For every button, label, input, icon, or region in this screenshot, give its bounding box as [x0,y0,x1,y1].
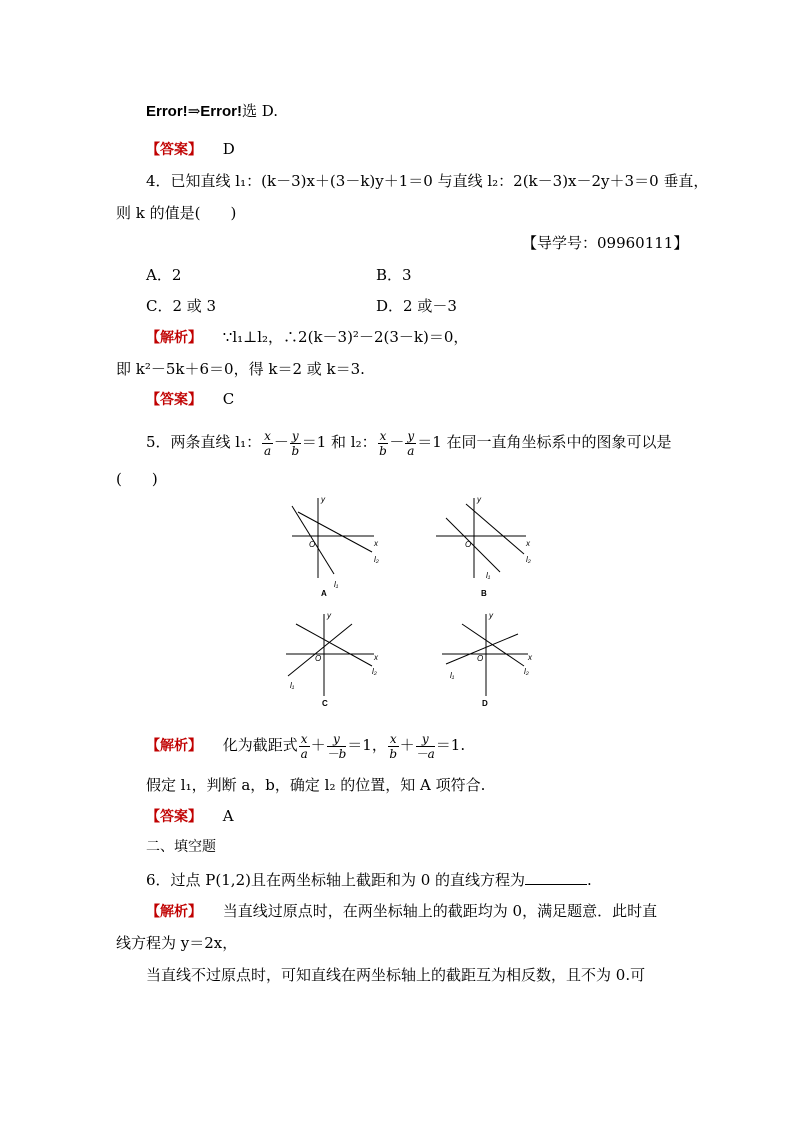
q4-guide-number: 【导学号：09960111】 [522,234,689,252]
q4-analysis-line2: 即 k²－5k＋6＝0，得 k＝2 或 k＝3. [116,360,365,378]
graph-c-x-label: x [374,653,378,662]
graph-c-l2-label: l₂ [372,667,377,676]
q4-answer: C [222,390,235,408]
graph-a-y-label: y [321,495,325,504]
frac-y-over-a: $\frac{y}{a}$ [407,428,415,458]
q5-analysis-eq-1: ＝1， [347,736,387,754]
q6-analysis-line2: 线方程为 y＝2x， [116,934,238,952]
graph-a-l1-label: l₁ [334,580,339,589]
graph-d-line-l2 [462,624,524,666]
q5-analysis-eq-2: ＝1. [435,736,466,754]
q4-analysis-line1 [146,328,468,347]
graph-b-origin: O [465,540,472,549]
frac-x-over-b: $\frac{x}{b}$ [389,731,398,761]
q5-stem-line1: 5．两条直线 l₁： $\frac{x}{a}$ － $\frac{y}{b}$ ＝1 和 l₂： $\frac{x}{b}$ － $\frac{y}{a}$ ＝1 在同一直角坐标系中的图象可以是 [146,428,672,458]
frac-x-over-b: $\frac{x}{b}$ [379,428,387,458]
intro-line [146,102,278,121]
q5-stem-prefix: 5．两条直线 l₁： [146,433,262,451]
section-title: 二、填空题 [146,839,216,855]
q4-option-a: A．2 [146,266,182,284]
graph-c-caption: C [322,699,328,708]
answer-tag: 【答案】 [146,392,202,408]
frac-y-over-neg-b: $\frac{y}{-b}$ [326,731,347,761]
graph-b [436,495,531,598]
implies-arrow: ⇒ [187,102,201,120]
graph-b-caption: B [481,589,487,598]
graph-a-caption: A [321,589,327,598]
graph-b-y-label: y [477,495,481,504]
analysis-tag: 【解析】 [146,330,202,346]
q6-stem-suffix: . [587,871,592,889]
q4-analysis-text: ∵l₁⊥l₂，∴2(k－3)²－2(3－k)＝0， [222,328,469,346]
q3-answer: D [222,140,235,158]
q6-analysis-text: 当直线过原点时，在两坐标轴上的截距均为 0，满足题意．此时直 [222,902,658,920]
error-text-2: Error! [200,103,242,120]
q6-analysis-line3: 当直线不过原点时，可知直线在两坐标轴上的截距互为相反数，且不为 0.可 [146,966,646,984]
graph-c-l1-label: l₁ [290,681,295,690]
q3-answer-line [146,140,235,159]
graph-d-origin: O [477,654,484,663]
answer-tag: 【答案】 [146,142,202,158]
q4-stem-line1: 4．已知直线 l₁：(k－3)x＋(3－k)y＋1＝0 与直线 l₂：2(k－3)x－2y＋3＝0 垂直， [146,172,709,190]
q6-answer-blank [525,870,587,885]
graph-d-l2-label: l₂ [524,667,529,676]
frac-x-over-a: $\frac{x}{a}$ [300,731,308,761]
q4-answer-line [146,390,234,409]
graph-c [286,611,379,708]
intro-tail: 选 D. [241,102,278,120]
graph-c-origin: O [315,654,322,663]
graph-a [292,495,379,598]
q5-analysis-line2: 假定 l₁，判断 a，b，确定 l₂ 的位置，知 A 项符合. [146,776,486,794]
q4-stem-line2: 则 k 的值是( ) [116,204,237,222]
q6-stem-prefix: 6．过点 P(1,2)且在两坐标轴上截距和为 0 的直线方程为 [146,871,526,889]
q5-stem-line2: ( ) [116,470,158,488]
q5-answer: A [222,807,234,825]
graph-d-y-label: y [489,611,493,620]
q5-stem-suffix: 在同一直角坐标系中的图象可以是 [446,433,672,451]
q5-eq-right-1: ＝1 [301,433,327,451]
frac-x-over-a: $\frac{x}{a}$ [263,428,272,458]
q4-option-b: B．3 [376,266,412,284]
graph-a-origin: O [309,540,316,549]
q6-stem [146,870,592,889]
frac-y-over-b: $\frac{y}{b}$ [291,428,300,458]
q5-analysis-text: 化为截距式 [222,736,298,754]
graph-d [442,611,533,708]
q4-option-c: C．2 或 3 [146,297,217,315]
graph-d-x-label: x [528,653,532,662]
q4-option-d: D．2 或－3 [376,297,457,315]
graph-a-l2-label: l₂ [374,555,379,564]
graph-c-y-label: y [327,611,331,620]
q5-eq-right-2: ＝1 [417,433,442,451]
graph-b-x-label: x [526,539,530,548]
graph-a-x-label: x [374,539,378,548]
analysis-tag: 【解析】 [146,738,202,754]
analysis-tag: 【解析】 [146,904,202,920]
graph-d-l1-label: l₁ [450,671,455,680]
q5-answer-line [146,807,234,826]
error-text-1: Error! [146,103,188,120]
q6-analysis-line1 [146,902,657,921]
q5-analysis-line1: 【解析】 化为截距式 $\frac{x}{a}$ ＋ $\frac{y}{-b}$ ＝1， $\frac{x}{b}$ ＋ $\frac{y}{-a}$ ＝1. [146,731,466,761]
graph-d-caption: D [482,699,488,708]
answer-tag: 【答案】 [146,809,202,825]
frac-y-over-neg-a: $\frac{y}{-a}$ [415,731,435,761]
q5-graphs [0,490,794,720]
q5-stem-mid: 和 l₂： [331,433,377,451]
graph-b-l2-label: l₂ [526,555,531,564]
graph-b-l1-label: l₁ [486,571,491,580]
